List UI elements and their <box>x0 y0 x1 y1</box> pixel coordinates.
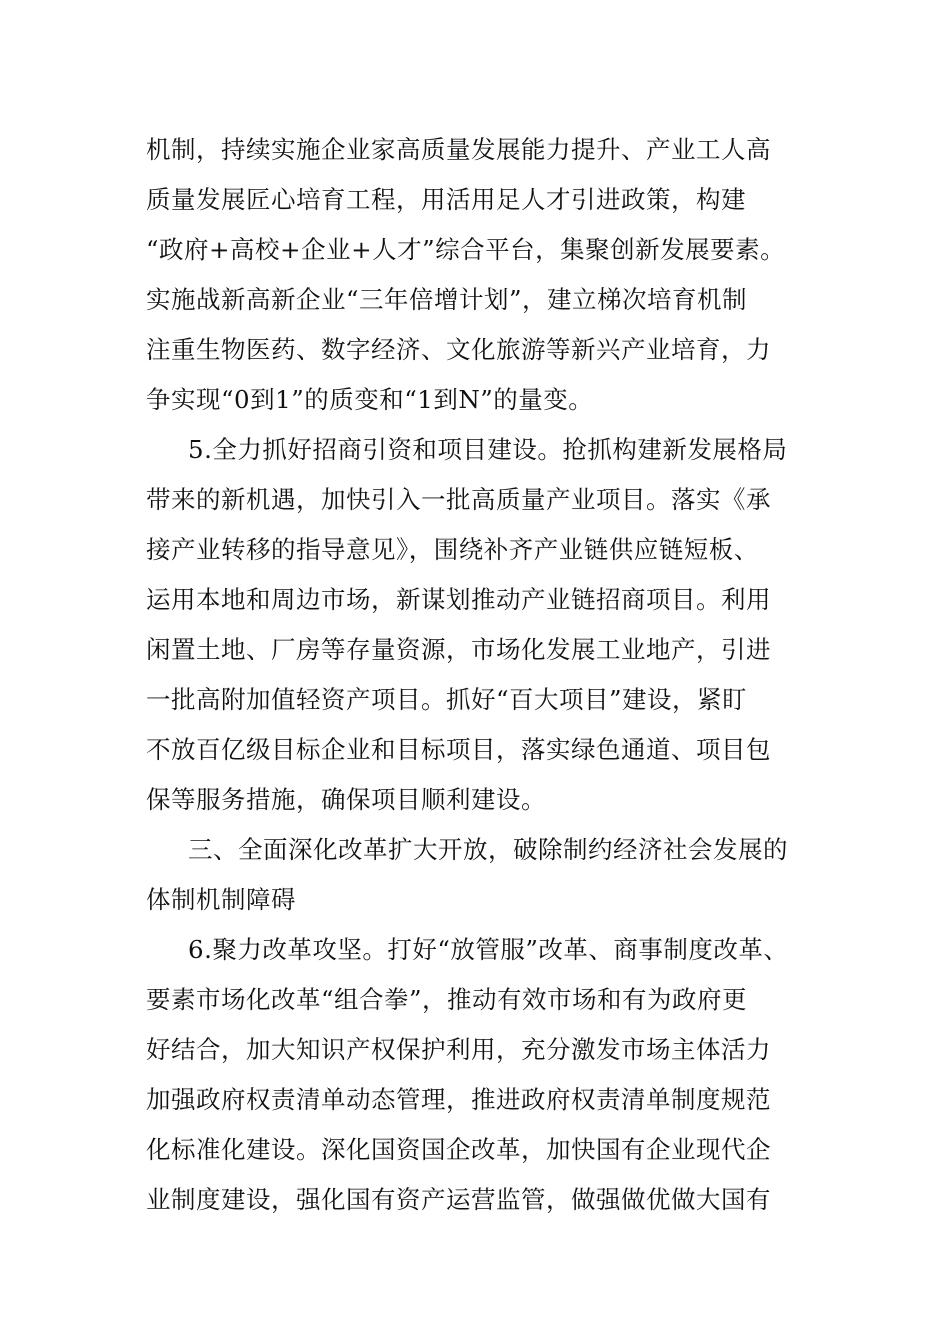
text-line: 业制度建设，强化国有资产运营监管，做强做优做大国有 <box>146 1185 771 1214</box>
section-3-heading-cont: 体制机制障碍 <box>146 885 296 914</box>
text-line: 闲置土地、厂房等存量资源，市场化发展工业地产，引进 <box>146 635 771 664</box>
section-5-heading-line: 5.全力抓好招商引资和项目建设。抢抓构建新发展格局 <box>188 435 788 464</box>
text-line: 机制，持续实施企业家高质量发展能力提升、产业工人高 <box>146 135 771 164</box>
text-line: 好结合，加大知识产权保护利用，充分激发市场主体活力 <box>146 1035 771 1064</box>
text-line: 质量发展匠心培育工程，用活用足人才引进政策，构建 <box>146 185 746 214</box>
text-line: 要素市场化改革“组合拳”，推动有效市场和有为政府更 <box>146 985 748 1014</box>
text-line: 实施战新高新企业“三年倍增计划”，建立梯次培育机制 <box>146 285 748 314</box>
text-line: 加强政府权责清单动态管理，推进政府权责清单制度规范 <box>146 1085 771 1114</box>
text-line: 接产业转移的指导意见》，围绕补齐产业链供应链短板、 <box>146 535 759 564</box>
text-line: 一批高附加值轻资产项目。抓好“百大项目”建设，紧盯 <box>146 685 748 714</box>
text-line: 争实现“0到1”的质变和“1到N”的量变。 <box>146 385 594 414</box>
text-line: 注重生物医药、数字经济、文化旅游等新兴产业培育，力 <box>146 335 771 364</box>
text-line: 化标准化建设。深化国资国企改革，加快国有企业现代企 <box>146 1135 771 1164</box>
text-line: 保等服务措施，确保项目顺利建设。 <box>146 785 546 814</box>
text-line: 运用本地和周边市场，新谋划推动产业链招商项目。利用 <box>146 585 771 614</box>
section-6-heading-line: 6.聚力改革攻坚。打好“放管服”改革、商事制度改革、 <box>188 935 789 964</box>
section-3-heading: 三、全面深化改革扩大开放，破除制约经济社会发展的 <box>188 835 788 864</box>
text-line: “政府+高校+企业+人才”综合平台，集聚创新发展要素。 <box>146 235 786 264</box>
text-line: 带来的新机遇，加快引入一批高质量产业项目。落实《承 <box>146 485 771 514</box>
text-line: 不放百亿级目标企业和目标项目，落实绿色通道、项目包 <box>146 735 771 764</box>
